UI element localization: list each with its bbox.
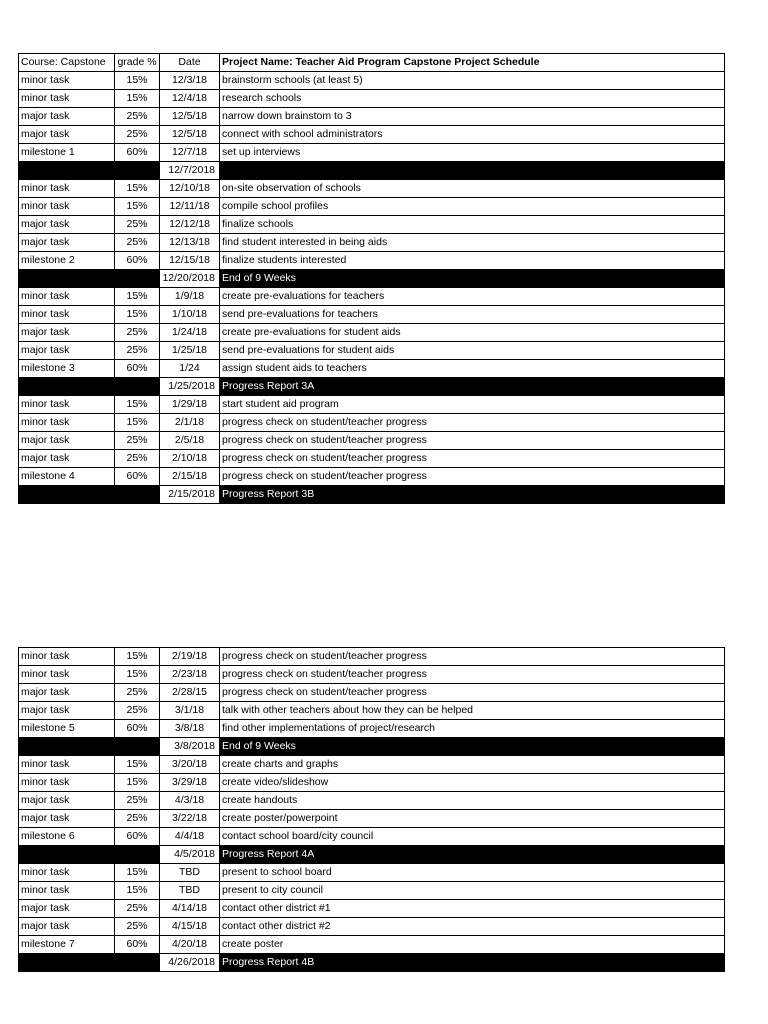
divider-blank-cell: [115, 846, 160, 864]
task-description: research schools: [220, 90, 725, 108]
divider-blank-cell: [115, 270, 160, 288]
divider-label: Progress Report 3A: [220, 378, 725, 396]
task-description: progress check on student/teacher progress: [220, 414, 725, 432]
task-type: minor task: [19, 396, 115, 414]
grade-percent: 25%: [115, 792, 160, 810]
table-row: [19, 882, 725, 900]
grade-percent: 15%: [115, 180, 160, 198]
task-date: 4/15/18: [160, 918, 220, 936]
table-row: [19, 900, 725, 918]
task-description: finalize schools: [220, 216, 725, 234]
task-description: narrow down brainstom to 3: [220, 108, 725, 126]
task-date: 1/24: [160, 360, 220, 378]
table-row: [19, 864, 725, 882]
grade-percent: 15%: [115, 396, 160, 414]
divider-blank-cell: [115, 162, 160, 180]
divider-date: 12/7/2018: [160, 162, 220, 180]
grade-percent: 60%: [115, 828, 160, 846]
task-date: 4/14/18: [160, 900, 220, 918]
task-date: 4/4/18: [160, 828, 220, 846]
divider-blank-cell: [19, 378, 115, 396]
task-description: finalize students interested: [220, 252, 725, 270]
task-type: major task: [19, 702, 115, 720]
table-row: [19, 126, 725, 144]
task-date: 1/10/18: [160, 306, 220, 324]
schedule-table-1-body: [19, 54, 725, 504]
task-description: create poster/powerpoint: [220, 810, 725, 828]
period-divider-row: [19, 846, 725, 864]
task-type: minor task: [19, 666, 115, 684]
table-row: [19, 414, 725, 432]
grade-percent: 25%: [115, 810, 160, 828]
task-type: major task: [19, 450, 115, 468]
table-row: [19, 144, 725, 162]
task-type: milestone 2: [19, 252, 115, 270]
task-type: major task: [19, 900, 115, 918]
header-row: [19, 54, 725, 72]
task-type: minor task: [19, 756, 115, 774]
table-row: [19, 180, 725, 198]
task-type: minor task: [19, 180, 115, 198]
task-date: 3/29/18: [160, 774, 220, 792]
task-date: 4/3/18: [160, 792, 220, 810]
task-type: milestone 4: [19, 468, 115, 486]
grade-percent: 25%: [115, 900, 160, 918]
task-description: present to school board: [220, 864, 725, 882]
task-description: set up interviews: [220, 144, 725, 162]
task-type: major task: [19, 432, 115, 450]
divider-label: End of 9 Weeks: [220, 738, 725, 756]
task-description: send pre-evaluations for student aids: [220, 342, 725, 360]
task-date: 12/4/18: [160, 90, 220, 108]
grade-percent: 15%: [115, 288, 160, 306]
divider-date: 1/25/2018: [160, 378, 220, 396]
task-type: milestone 5: [19, 720, 115, 738]
divider-label: Progress Report 4B: [220, 954, 725, 972]
grade-percent: 15%: [115, 72, 160, 90]
divider-blank-cell: [19, 270, 115, 288]
grade-percent: 25%: [115, 684, 160, 702]
period-divider-row: [19, 738, 725, 756]
task-type: major task: [19, 342, 115, 360]
task-type: minor task: [19, 72, 115, 90]
task-description: compile school profiles: [220, 198, 725, 216]
table-row: [19, 306, 725, 324]
divider-label: End of 9 Weeks: [220, 270, 725, 288]
period-divider-row: [19, 270, 725, 288]
header-course: Course: Capstone: [19, 54, 115, 72]
task-type: major task: [19, 216, 115, 234]
grade-percent: 15%: [115, 756, 160, 774]
divider-blank-cell: [19, 486, 115, 504]
task-type: minor task: [19, 774, 115, 792]
task-date: 2/23/18: [160, 666, 220, 684]
grade-percent: 25%: [115, 234, 160, 252]
task-type: minor task: [19, 288, 115, 306]
grade-percent: 60%: [115, 144, 160, 162]
grade-percent: 25%: [115, 342, 160, 360]
task-description: connect with school administrators: [220, 126, 725, 144]
task-type: major task: [19, 126, 115, 144]
task-date: 2/19/18: [160, 648, 220, 666]
task-description: create pre-evaluations for student aids: [220, 324, 725, 342]
task-description: progress check on student/teacher progress: [220, 468, 725, 486]
task-date: TBD: [160, 864, 220, 882]
task-description: progress check on student/teacher progress: [220, 684, 725, 702]
divider-blank-cell: [115, 378, 160, 396]
table-row: [19, 234, 725, 252]
task-date: 3/1/18: [160, 702, 220, 720]
grade-percent: 25%: [115, 108, 160, 126]
task-type: major task: [19, 918, 115, 936]
task-date: 2/10/18: [160, 450, 220, 468]
task-description: assign student aids to teachers: [220, 360, 725, 378]
task-date: 1/25/18: [160, 342, 220, 360]
table-row: [19, 756, 725, 774]
task-date: 12/15/18: [160, 252, 220, 270]
grade-percent: 25%: [115, 918, 160, 936]
table-row: [19, 702, 725, 720]
grade-percent: 25%: [115, 702, 160, 720]
task-type: major task: [19, 108, 115, 126]
task-date: 2/5/18: [160, 432, 220, 450]
grade-percent: 15%: [115, 774, 160, 792]
task-type: minor task: [19, 306, 115, 324]
table-row: [19, 252, 725, 270]
task-date: 12/5/18: [160, 126, 220, 144]
grade-percent: 60%: [115, 720, 160, 738]
task-description: find other implementations of project/research: [220, 720, 725, 738]
task-description: create charts and graphs: [220, 756, 725, 774]
task-description: talk with other teachers about how they can be helped: [220, 702, 725, 720]
divider-blank-cell: [115, 738, 160, 756]
task-type: milestone 7: [19, 936, 115, 954]
task-date: 12/10/18: [160, 180, 220, 198]
divider-label: Progress Report 4A: [220, 846, 725, 864]
grade-percent: 60%: [115, 468, 160, 486]
table-row: [19, 108, 725, 126]
task-date: 2/15/18: [160, 468, 220, 486]
grade-percent: 25%: [115, 432, 160, 450]
table-row: [19, 432, 725, 450]
schedule-table-1: [18, 53, 725, 504]
divider-blank-cell: [19, 954, 115, 972]
period-divider-row: [19, 162, 725, 180]
task-type: major task: [19, 324, 115, 342]
divider-date: 4/5/2018: [160, 846, 220, 864]
period-divider-row: [19, 378, 725, 396]
task-date: 1/9/18: [160, 288, 220, 306]
task-type: major task: [19, 234, 115, 252]
grade-percent: 25%: [115, 450, 160, 468]
header-date: Date: [160, 54, 220, 72]
table-row: [19, 936, 725, 954]
task-date: TBD: [160, 882, 220, 900]
table-row: [19, 468, 725, 486]
table-row: [19, 360, 725, 378]
task-date: 1/24/18: [160, 324, 220, 342]
table-row: [19, 918, 725, 936]
task-date: 1/29/18: [160, 396, 220, 414]
task-description: progress check on student/teacher progress: [220, 432, 725, 450]
table-row: [19, 90, 725, 108]
task-description: start student aid program: [220, 396, 725, 414]
divider-blank-cell: [115, 954, 160, 972]
table-row: [19, 342, 725, 360]
divider-blank-cell: [19, 162, 115, 180]
task-date: 3/22/18: [160, 810, 220, 828]
task-description: create handouts: [220, 792, 725, 810]
task-date: 12/5/18: [160, 108, 220, 126]
table-row: [19, 324, 725, 342]
task-date: 2/1/18: [160, 414, 220, 432]
grade-percent: 15%: [115, 198, 160, 216]
divider-blank-cell: [19, 846, 115, 864]
table-row: [19, 774, 725, 792]
divider-date: 3/8/2018: [160, 738, 220, 756]
grade-percent: 15%: [115, 666, 160, 684]
task-date: 12/3/18: [160, 72, 220, 90]
task-date: 2/28/15: [160, 684, 220, 702]
table-row: [19, 396, 725, 414]
table-row: [19, 828, 725, 846]
grade-percent: 15%: [115, 90, 160, 108]
task-date: 4/20/18: [160, 936, 220, 954]
divider-date: 2/15/2018: [160, 486, 220, 504]
table-row: [19, 720, 725, 738]
task-description: find student interested in being aids: [220, 234, 725, 252]
table-row: [19, 684, 725, 702]
task-date: 12/12/18: [160, 216, 220, 234]
divider-blank-cell: [115, 486, 160, 504]
grade-percent: 25%: [115, 126, 160, 144]
task-type: major task: [19, 684, 115, 702]
grade-percent: 60%: [115, 360, 160, 378]
task-date: 12/11/18: [160, 198, 220, 216]
table-row: [19, 666, 725, 684]
table-row: [19, 450, 725, 468]
divider-date: 12/20/2018: [160, 270, 220, 288]
schedule-table-2-body: [19, 648, 725, 972]
grade-percent: 60%: [115, 936, 160, 954]
schedule-table-2: [18, 647, 725, 972]
task-description: contact other district #1: [220, 900, 725, 918]
table-row: [19, 216, 725, 234]
task-date: 3/8/18: [160, 720, 220, 738]
table-row: [19, 792, 725, 810]
task-description: progress check on student/teacher progress: [220, 648, 725, 666]
task-description: present to city council: [220, 882, 725, 900]
task-type: major task: [19, 792, 115, 810]
task-type: minor task: [19, 864, 115, 882]
task-description: create pre-evaluations for teachers: [220, 288, 725, 306]
task-description: send pre-evaluations for teachers: [220, 306, 725, 324]
task-type: milestone 3: [19, 360, 115, 378]
period-divider-row: [19, 486, 725, 504]
grade-percent: 25%: [115, 324, 160, 342]
table-row: [19, 810, 725, 828]
task-date: 3/20/18: [160, 756, 220, 774]
grade-percent: 15%: [115, 864, 160, 882]
grade-percent: 15%: [115, 648, 160, 666]
task-date: 12/13/18: [160, 234, 220, 252]
table-row: [19, 288, 725, 306]
task-description: on-site observation of schools: [220, 180, 725, 198]
task-type: milestone 1: [19, 144, 115, 162]
divider-date: 4/26/2018: [160, 954, 220, 972]
period-divider-row: [19, 954, 725, 972]
task-type: major task: [19, 810, 115, 828]
project-title: Project Name: Teacher Aid Program Capstone Project Schedule: [220, 54, 725, 72]
table-row: [19, 648, 725, 666]
task-description: progress check on student/teacher progress: [220, 666, 725, 684]
table-row: [19, 198, 725, 216]
task-description: create video/slideshow: [220, 774, 725, 792]
task-type: minor task: [19, 90, 115, 108]
table-row: [19, 72, 725, 90]
task-type: minor task: [19, 648, 115, 666]
grade-percent: 15%: [115, 882, 160, 900]
grade-percent: 15%: [115, 306, 160, 324]
task-type: milestone 6: [19, 828, 115, 846]
grade-percent: 60%: [115, 252, 160, 270]
divider-label: Progress Report 3B: [220, 486, 725, 504]
grade-percent: 15%: [115, 414, 160, 432]
task-type: minor task: [19, 198, 115, 216]
divider-label: [220, 162, 725, 180]
divider-blank-cell: [19, 738, 115, 756]
task-description: contact school board/city council: [220, 828, 725, 846]
header-grade: grade %: [115, 54, 160, 72]
task-type: minor task: [19, 882, 115, 900]
task-description: progress check on student/teacher progress: [220, 450, 725, 468]
task-date: 12/7/18: [160, 144, 220, 162]
task-description: brainstorm schools (at least 5): [220, 72, 725, 90]
task-description: contact other district #2: [220, 918, 725, 936]
task-type: minor task: [19, 414, 115, 432]
grade-percent: 25%: [115, 216, 160, 234]
task-description: create poster: [220, 936, 725, 954]
